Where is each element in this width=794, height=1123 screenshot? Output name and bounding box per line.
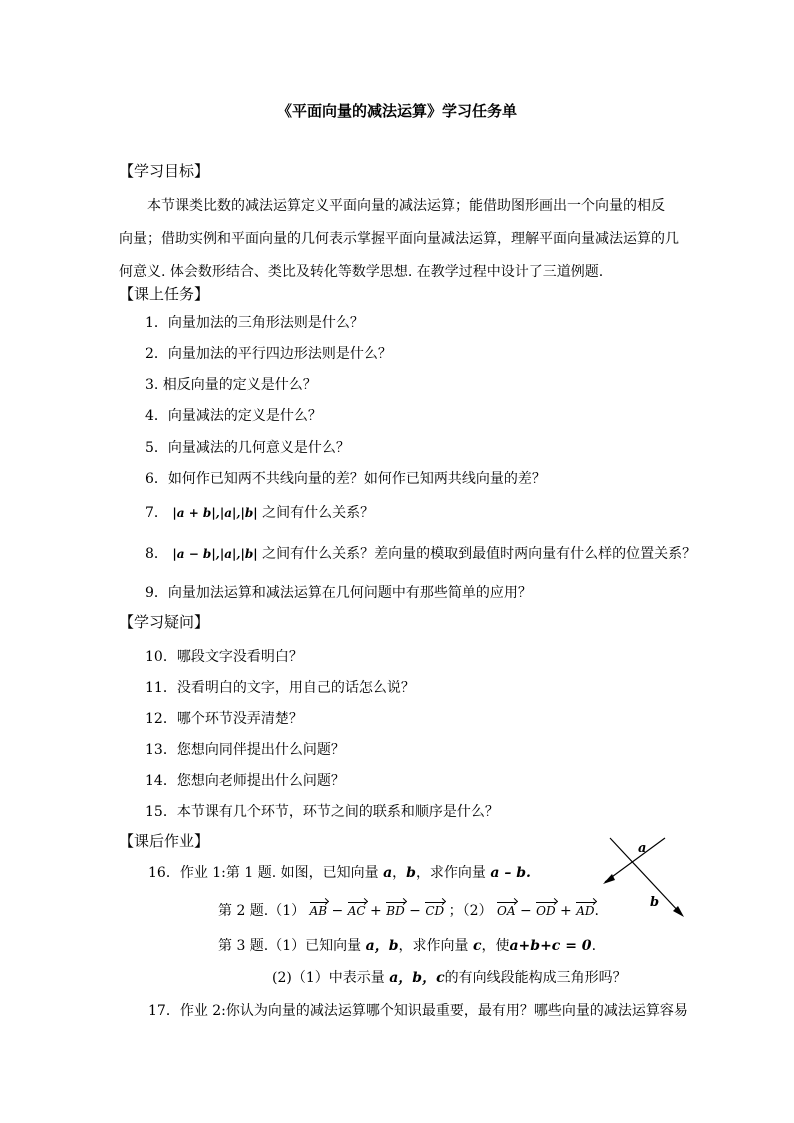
vector-oa: OA [496, 904, 516, 918]
goals-line: 向量；借助实例和平面向量的几何表示掌握平面向量减法运算，理解平面向量减法运算的几 [119, 231, 679, 247]
task-item: 1．向量加法的三角形法则是什么？ [145, 315, 364, 331]
hw-var-b: b [406, 865, 416, 881]
vector-figure [595, 830, 695, 925]
task-item: 5．向量减法的几何意义是什么？ [145, 440, 350, 456]
section-heading-questions: 【学习疑问】 [119, 613, 210, 631]
vector-ab: AB [309, 904, 328, 918]
hw-op: − [327, 903, 348, 919]
hw-text: ，使 [481, 938, 510, 954]
hw-text: 16．作业 1:第 1 题. 如图，已知向量 [148, 865, 379, 881]
homework-16 [148, 862, 531, 882]
question-item: 12．哪个环节没弄清楚？ [145, 711, 303, 727]
vector-a-line [605, 838, 665, 882]
hw-text: ， [392, 865, 407, 881]
task-number: 7． [145, 505, 168, 521]
hw-vars: a，b [365, 938, 399, 954]
homework-16-q3b [272, 967, 627, 987]
hw-text: (2)（1）中表示量 [272, 970, 385, 986]
vector-bd: BD [386, 904, 405, 918]
goals-line: 何意义. 体会数形结合、类比及转化等数学思想. 在教学过程中设计了三道例题. [119, 264, 604, 280]
task-text: 之间有什么关系？差向量的模取到最值时两向量有什么样的位置关系？ [262, 546, 697, 562]
hw-var-a: a [383, 865, 393, 881]
page-title: 《平面向量的减法运算》学习任务单 [276, 102, 517, 120]
question-item: 13．您想向同伴提出什么问题？ [145, 742, 345, 758]
vector-cd: CD [425, 904, 445, 918]
task-number: 8． [145, 546, 168, 562]
task-item: 4．向量减法的定义是什么？ [145, 408, 322, 424]
hw-text: . [594, 903, 599, 919]
hw-text: 的有向线段能构成三角形吗？ [444, 970, 627, 986]
hw-equation: a+b+c = 0 [509, 938, 592, 954]
hw-text: 第 3 题.（1）已知向量 [218, 938, 362, 954]
hw-expr: a – b. [490, 865, 531, 881]
task-item: 3. 相反向量的定义是什么？ [145, 377, 317, 393]
hw-var-c: c [472, 938, 482, 954]
task-item-7 [145, 502, 374, 522]
hw-op: − [404, 903, 426, 919]
goals-line: 本节课类比数的减法运算定义平面向量的减法运算；能借助图形画出一个向量的相反 [147, 198, 665, 214]
section-heading-homework: 【课后作业】 [119, 832, 210, 850]
vector-od: OD [536, 904, 556, 918]
task-formula: |a − b|,|a|,|b| [172, 547, 258, 561]
task-item: 6．如何作已知两不共线向量的差？如何作已知两共线向量的差？ [145, 471, 546, 487]
question-item: 10．哪段文字没看明白？ [145, 649, 303, 665]
hw-text: . [591, 938, 597, 954]
hw-text: 第 2 题.（1） [218, 903, 306, 919]
task-formula: |a + b|,|a|,|b| [172, 506, 258, 520]
question-item: 15．本节课有几个环节，环节之间的联系和顺序是什么？ [145, 804, 499, 820]
homework-16-q3 [218, 935, 596, 955]
task-text: 之间有什么关系？ [262, 505, 375, 521]
question-item: 14．您想向老师提出什么问题？ [145, 773, 345, 789]
hw-vars: a，b，c [389, 970, 445, 986]
hw-op: + [365, 903, 387, 919]
vector-ad: AD [576, 904, 595, 918]
goals-paragraph [119, 190, 684, 289]
section-heading-goals: 【学习目标】 [119, 162, 210, 180]
label-b: b [650, 895, 660, 910]
task-item-8 [145, 543, 696, 563]
section-heading-tasks: 【课上任务】 [119, 285, 210, 303]
hw-text: ，求作向量 [398, 938, 469, 954]
homework-16-q2 [218, 900, 599, 920]
homework-17: 17．作业 2:你认为向量的减法运算哪个知识最重要，最有用？哪些向量的减法运算容易 [148, 1003, 688, 1019]
hw-op: + [555, 903, 577, 919]
task-item: 9．向量加法运算和减法运算在几何问题中有那些简单的应用？ [145, 585, 532, 601]
question-item: 11．没看明白的文字，用自己的话怎么说？ [145, 680, 415, 696]
label-a: a [638, 841, 647, 856]
hw-op: − [515, 903, 537, 919]
hw-text: ；（2） [448, 903, 493, 919]
vector-ac: AC [347, 904, 366, 918]
task-item: 2．向量加法的平行四边形法则是什么？ [145, 346, 392, 362]
hw-text: ，求作向量 [415, 865, 486, 881]
